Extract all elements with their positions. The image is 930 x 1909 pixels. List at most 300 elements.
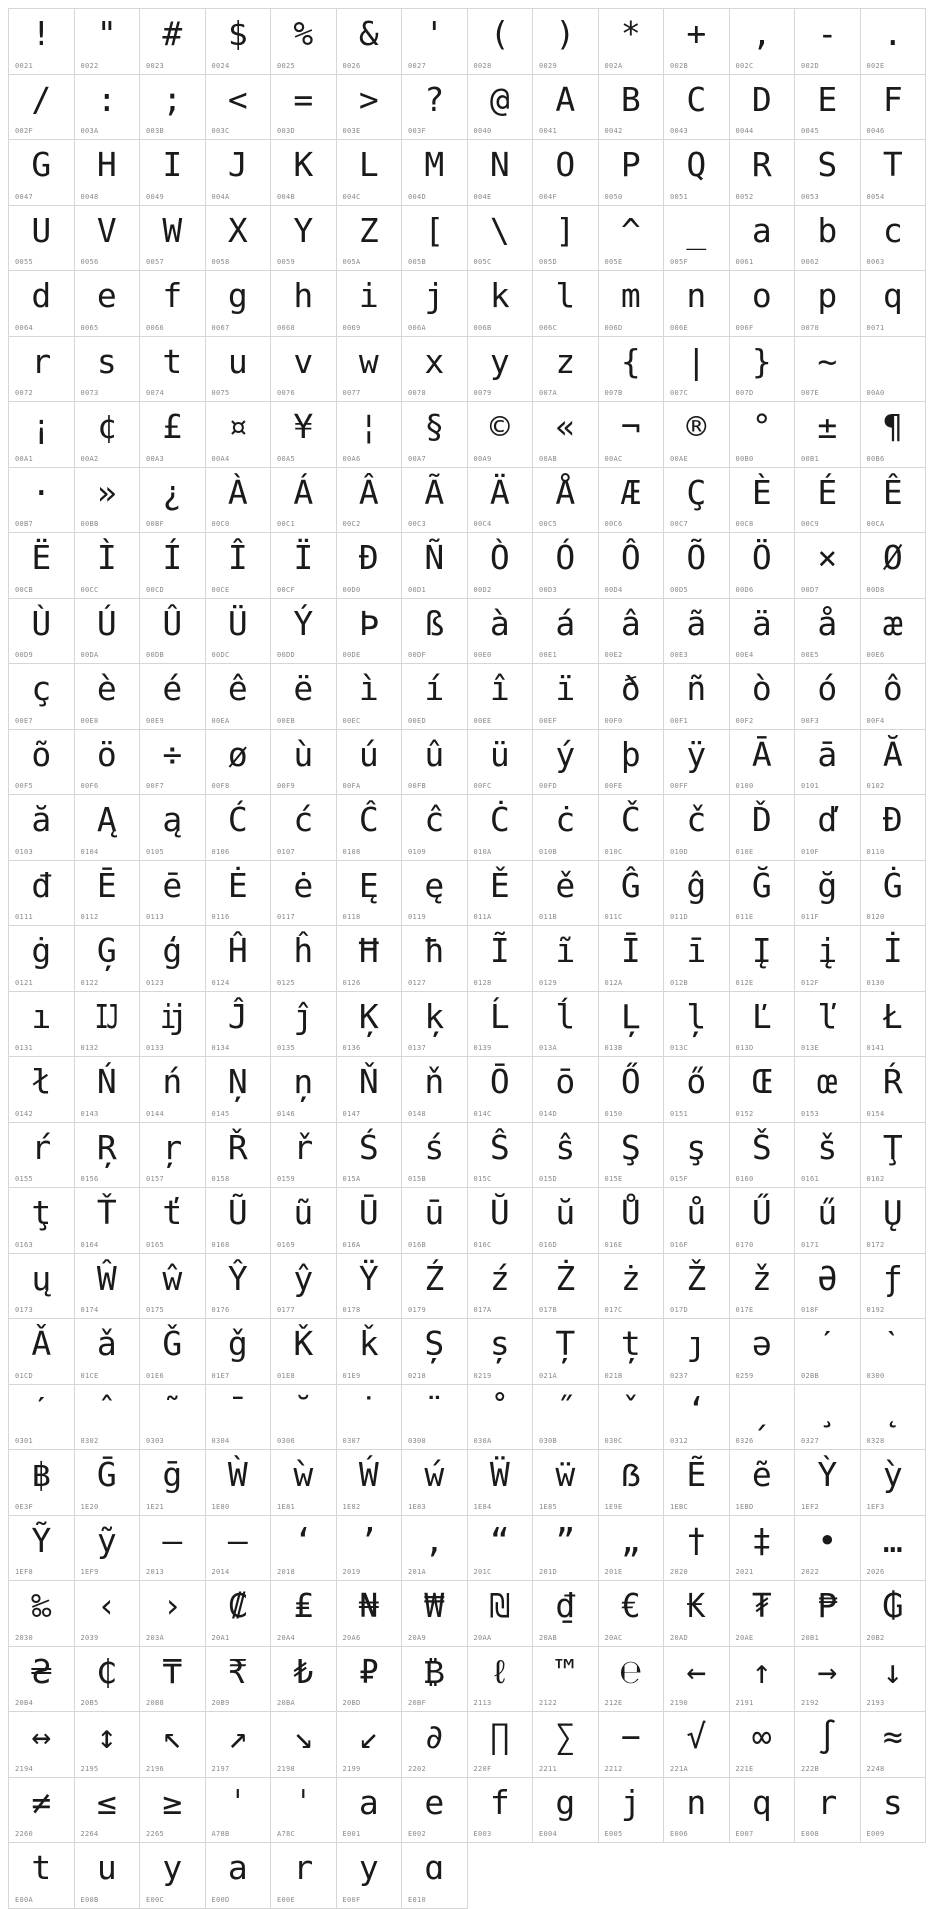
glyph-codepoint: 0172 [866,1240,885,1249]
glyph-cell [730,1188,796,1254]
glyph-cell [337,533,403,599]
glyph-character: ₵ [96,1651,117,1691]
glyph-codepoint: 0021 [15,61,34,70]
glyph-cell [533,533,599,599]
glyph-character: Ê [882,472,903,512]
glyph-cell [140,1450,206,1516]
glyph-cell [861,730,927,796]
glyph-codepoint: 2039 [80,1633,99,1642]
glyph-cell [533,9,599,75]
glyph-cell [271,1188,337,1254]
glyph-cell [599,402,665,468]
glyph-cell [9,1385,75,1451]
glyph-character: Æ [620,472,641,512]
glyph-codepoint: 003F [408,127,427,135]
glyph-cell [730,271,796,337]
glyph-character: e [424,1782,445,1822]
glyph-codepoint: 0121 [15,978,34,987]
glyph-codepoint: 0177 [277,1306,296,1314]
glyph-cell [140,1712,206,1778]
glyph-codepoint: 005C [473,258,492,266]
glyph-cell [730,1057,796,1123]
glyph-cell [75,1319,141,1385]
glyph-codepoint: 0132 [80,1044,99,1052]
glyph-cell [402,206,468,272]
glyph-cell [337,206,403,272]
glyph-character: ų [31,1258,52,1298]
glyph-cell [468,337,534,403]
glyph-character: õ [31,734,52,774]
glyph-cell [402,599,468,665]
glyph-character: ẽ [751,1455,772,1494]
glyph-cell [730,1385,796,1451]
glyph-character: ø [227,734,248,774]
glyph-cell [730,9,796,75]
glyph-cell [468,402,534,468]
glyph-codepoint: 00FB [408,782,427,790]
glyph-character: ” [555,1520,576,1560]
glyph-cell [664,1778,730,1844]
glyph-codepoint: 0113 [146,913,165,921]
glyph-cell [533,1319,599,1385]
glyph-character: ő [686,1062,707,1101]
glyph-codepoint: 0218 [408,1371,427,1380]
glyph-codepoint: 2264 [80,1830,99,1838]
glyph-cell [861,861,927,927]
glyph-character: ì [358,669,379,708]
glyph-codepoint: 0125 [277,978,296,987]
glyph-codepoint: 00E7 [15,716,34,725]
glyph-character: w [358,341,379,381]
glyph-codepoint: 0111 [15,913,34,921]
glyph-codepoint: 017B [539,1306,558,1314]
glyph-codepoint: 01CD [15,1371,34,1380]
glyph-cell [337,140,403,206]
glyph-codepoint: 20BF [408,1699,427,1707]
glyph-character: ₩ [424,1586,445,1625]
glyph-codepoint: 1EF8 [15,1568,34,1576]
glyph-character: Ș [424,1324,445,1363]
glyph-codepoint: 0101 [801,782,820,790]
glyph-character: ĩ [555,931,576,970]
glyph-character: ė [293,865,314,905]
glyph-cell [271,1450,337,1516]
glyph-cell [795,1123,861,1189]
glyph-codepoint: 00A0 [866,389,885,397]
glyph-cell [402,664,468,730]
glyph-codepoint: 221E [735,1764,754,1773]
glyph-cell [140,1319,206,1385]
glyph-cell [599,1450,665,1516]
glyph-codepoint: 00FA [342,782,361,790]
glyph-cell [140,1254,206,1320]
glyph-codepoint: 018F [801,1306,820,1314]
glyph-cell [795,1057,861,1123]
glyph-character: ? [424,79,445,119]
glyph-character: Ł [882,996,903,1036]
glyph-character: ā [817,734,838,774]
glyph-codepoint: 00D3 [539,585,558,594]
glyph-character: ž [751,1258,772,1298]
glyph-codepoint: 0130 [866,978,885,987]
glyph-character: ₹ [227,1651,248,1691]
glyph-character: ǎ [96,1324,117,1363]
glyph-cell [271,337,337,403]
glyph-character: f [162,276,183,315]
glyph-codepoint: 0304 [211,1437,230,1445]
glyph-cell [664,599,730,665]
glyph-codepoint: 2190 [670,1699,689,1707]
glyph-codepoint: 01E8 [277,1371,296,1380]
glyph-cell [861,1712,927,1778]
glyph-character: r [293,1848,314,1887]
glyph-cell [861,468,927,534]
glyph-codepoint: 007D [735,389,754,397]
glyph-character: ẅ [555,1455,576,1494]
glyph-codepoint: 011A [473,913,492,921]
glyph-character: Ň [358,1062,379,1101]
glyph-codepoint: 015D [539,1175,558,1183]
glyph-character: đ [31,865,52,905]
glyph-codepoint: 00F4 [866,716,885,725]
glyph-cell [271,1057,337,1123]
glyph-cell [140,468,206,534]
glyph-character: ó [817,669,838,708]
glyph-character: å [817,603,838,643]
glyph-character: y [162,1848,183,1887]
glyph-cell [271,599,337,665]
glyph-cell [402,1516,468,1582]
glyph-codepoint: 00B0 [735,454,754,463]
glyph-cell [664,1647,730,1713]
glyph-cell [664,1712,730,1778]
glyph-cell [861,599,927,665]
glyph-character: ' [424,14,445,53]
glyph-cell [599,1188,665,1254]
glyph-cell [140,795,206,861]
glyph-cell [140,730,206,796]
glyph-cell [206,206,272,272]
glyph-codepoint: 011E [735,913,754,921]
glyph-codepoint: 00CA [866,520,885,528]
glyph-character: " [96,14,117,53]
glyph-codepoint: 0054 [866,192,885,201]
glyph-codepoint: 00E0 [473,651,492,659]
glyph-cell [664,664,730,730]
glyph-codepoint: 1E80 [211,1502,230,1511]
glyph-character: Ř [227,1127,248,1167]
glyph-codepoint: 20A6 [342,1633,361,1642]
glyph-character: K [293,145,314,184]
glyph-character: g [227,276,248,315]
glyph-character: Ĵ [227,996,248,1036]
glyph-codepoint: 00B1 [801,454,820,463]
glyph-cell [9,533,75,599]
glyph-character: ç [31,669,52,708]
glyph-cell [730,1516,796,1582]
glyph-cell [795,206,861,272]
glyph-cell [664,1188,730,1254]
glyph-codepoint: 1E21 [146,1502,165,1511]
glyph-cell [795,271,861,337]
glyph-codepoint: 0165 [146,1240,165,1249]
glyph-cell [468,1188,534,1254]
glyph-cell [140,1843,206,1909]
glyph-character: s [96,341,117,381]
glyph-character: ỳ [882,1455,903,1494]
glyph-codepoint: 00EF [539,716,558,725]
glyph-cell [730,533,796,599]
glyph-cell [730,599,796,665]
glyph-codepoint: 0151 [670,1109,689,1118]
glyph-codepoint: 00A6 [342,454,361,463]
glyph-codepoint: 015F [670,1175,689,1183]
glyph-codepoint: 00E2 [604,651,623,659]
glyph-character: i [358,276,379,315]
glyph-codepoint: 2013 [146,1568,165,1576]
glyph-cell [730,206,796,272]
glyph-character: ↑ [751,1651,772,1691]
glyph-cell [861,795,927,861]
glyph-cell [468,926,534,992]
glyph-character: Ǎ [31,1324,52,1363]
glyph-character: ů [686,1193,707,1232]
glyph-character: ñ [686,669,707,708]
glyph-codepoint: 00C3 [408,520,427,528]
glyph-character: < [227,79,248,119]
glyph-codepoint: 003B [146,127,165,135]
glyph-cell [730,926,796,992]
glyph-codepoint: 0028 [473,61,492,70]
glyph-cell [271,1843,337,1909]
glyph-character: ( [489,14,510,53]
glyph-character: √ [686,1717,707,1756]
glyph-character: Ű [751,1193,772,1232]
glyph-cell [75,1581,141,1647]
glyph-character: É [817,472,838,512]
glyph-cell [468,795,534,861]
glyph-codepoint: 021A [539,1371,558,1380]
glyph-character: ∑ [555,1717,576,1756]
glyph-codepoint: 2248 [866,1764,885,1773]
glyph-codepoint: 01E6 [146,1371,165,1380]
glyph-character: ș [489,1324,510,1363]
glyph-character: Þ [358,603,379,643]
glyph-character: Ô [620,538,641,577]
glyph-character: ¡ [31,407,52,446]
glyph-cell [271,75,337,141]
glyph-codepoint: 1EF2 [801,1502,820,1511]
glyph-character: Ú [96,603,117,643]
glyph-codepoint: 00C9 [801,520,820,528]
glyph-character: â [620,603,641,643]
glyph-character: ÷ [162,734,183,774]
glyph-cell [206,337,272,403]
glyph-character: ; [162,79,183,119]
glyph-cell [402,468,468,534]
glyph-character: Q [686,145,707,184]
glyph-character: y [358,1848,379,1887]
glyph-character: ä [751,603,772,643]
glyph-codepoint: 017C [604,1306,623,1314]
glyph-character: Ī [620,931,641,970]
glyph-cell [140,533,206,599]
glyph-codepoint: 0066 [146,323,165,332]
glyph-character: — [227,1520,248,1560]
glyph-character: ã [686,603,707,643]
glyph-codepoint: 0312 [670,1437,689,1445]
glyph-cell [664,1123,730,1189]
glyph-character: À [227,472,248,512]
glyph-codepoint: 20B4 [15,1699,34,1707]
glyph-cell [9,1712,75,1778]
glyph-cell [75,992,141,1058]
glyph-cell [9,271,75,337]
glyph-cell [533,1254,599,1320]
glyph-character: G [31,145,52,184]
glyph-character: ˛ [882,1389,903,1429]
glyph-codepoint: 20B8 [146,1699,165,1707]
glyph-codepoint: 00C5 [539,520,558,528]
glyph-cell [75,730,141,796]
glyph-codepoint: 0104 [80,847,99,856]
glyph-character: í [424,669,445,708]
glyph-codepoint: 004B [277,192,296,201]
glyph-cell [206,1647,272,1713]
glyph-cell [337,1450,403,1516]
glyph-character: ₪ [489,1586,510,1625]
glyph-cell [402,730,468,796]
glyph-codepoint: 00D5 [670,585,689,594]
glyph-cell [9,1450,75,1516]
glyph-cell [599,1778,665,1844]
glyph-cell [271,1712,337,1778]
glyph-codepoint: 0164 [80,1240,99,1249]
glyph-codepoint: 00CB [15,585,34,594]
glyph-cell [402,1057,468,1123]
glyph-cell [664,402,730,468]
glyph-character: à [489,603,510,643]
glyph-cell [599,1123,665,1189]
glyph-character: ˝ [555,1389,576,1429]
glyph-character: ī [686,931,707,970]
glyph-codepoint: 0047 [15,192,34,201]
glyph-character: B [620,79,641,119]
glyph-cell [402,1319,468,1385]
glyph-character: ˆ [96,1389,117,1429]
glyph-codepoint: 2026 [866,1568,885,1576]
glyph-character: ≈ [882,1717,903,1756]
glyph-cell [795,1516,861,1582]
glyph-cell [599,9,665,75]
glyph-character: ˙ [358,1389,379,1429]
glyph-cell [140,1778,206,1844]
glyph-character: î [489,669,510,708]
glyph-codepoint: 00D7 [801,585,820,594]
glyph-codepoint: 00F2 [735,716,754,725]
glyph-character: Ž [686,1258,707,1298]
glyph-codepoint: 2122 [539,1699,558,1707]
glyph-cell [206,1712,272,1778]
glyph-character: ↗ [227,1717,248,1756]
glyph-codepoint: 0078 [408,389,427,397]
glyph-character: D [751,79,772,119]
glyph-codepoint: 0112 [80,913,99,921]
glyph-character: ỹ [96,1520,117,1560]
glyph-cell [599,861,665,927]
glyph-character: Č [620,800,641,839]
glyph-character: - [817,14,838,53]
glyph-cell [533,337,599,403]
glyph-character: Ĳ [96,996,117,1036]
glyph-cell [271,1647,337,1713]
glyph-character: − [620,1717,641,1756]
glyph-cell [337,795,403,861]
glyph-character: • [817,1520,838,1560]
glyph-codepoint: 1E9E [604,1502,623,1511]
glyph-character: Î [227,538,248,577]
glyph-codepoint: 222B [801,1764,820,1773]
glyph-cell [730,402,796,468]
glyph-codepoint: 00C4 [473,520,492,528]
glyph-codepoint: 1E84 [473,1502,492,1511]
glyph-character: Ľ [751,996,772,1036]
glyph-codepoint: 0079 [473,389,492,397]
glyph-character: ↖ [162,1717,183,1756]
glyph-cell [795,926,861,992]
glyph-cell [795,1319,861,1385]
glyph-cell [9,1581,75,1647]
glyph-codepoint: 011B [539,913,558,921]
glyph-codepoint: E004 [539,1830,558,1838]
glyph-codepoint: 00DA [80,651,99,659]
glyph-cell [140,1647,206,1713]
glyph-codepoint: 00D6 [735,585,754,594]
glyph-cell [75,1450,141,1516]
glyph-codepoint: 2022 [801,1568,820,1576]
glyph-codepoint: 2265 [146,1830,165,1838]
glyph-cell [337,730,403,796]
glyph-codepoint: 006B [473,323,492,332]
glyph-cell [9,1778,75,1844]
glyph-codepoint: 016F [670,1240,689,1249]
glyph-character: ň [424,1062,445,1101]
glyph-cell [337,1057,403,1123]
glyph-cell [75,1385,141,1451]
glyph-character: ş [686,1127,707,1167]
glyph-cell [664,75,730,141]
glyph-cell [861,1123,927,1189]
glyph-cell [533,861,599,927]
glyph-codepoint: 203A [146,1633,165,1642]
glyph-character: ← [686,1651,707,1691]
glyph-codepoint: 00B6 [866,454,885,463]
glyph-cell [402,1385,468,1451]
glyph-character: ˘ [293,1389,314,1429]
glyph-cell [140,271,206,337]
glyph-character: b [817,210,838,250]
glyph-codepoint: 00A1 [15,454,34,463]
glyph-codepoint: 014D [539,1109,558,1118]
glyph-codepoint: 2202 [408,1764,427,1773]
glyph-character: Ē [96,865,117,905]
glyph-cell [75,9,141,75]
glyph-codepoint: 00E3 [670,651,689,659]
glyph-codepoint: 2113 [473,1699,492,1707]
glyph-character: z [555,341,576,381]
glyph-codepoint: 2260 [15,1830,34,1838]
glyph-cell [337,75,403,141]
